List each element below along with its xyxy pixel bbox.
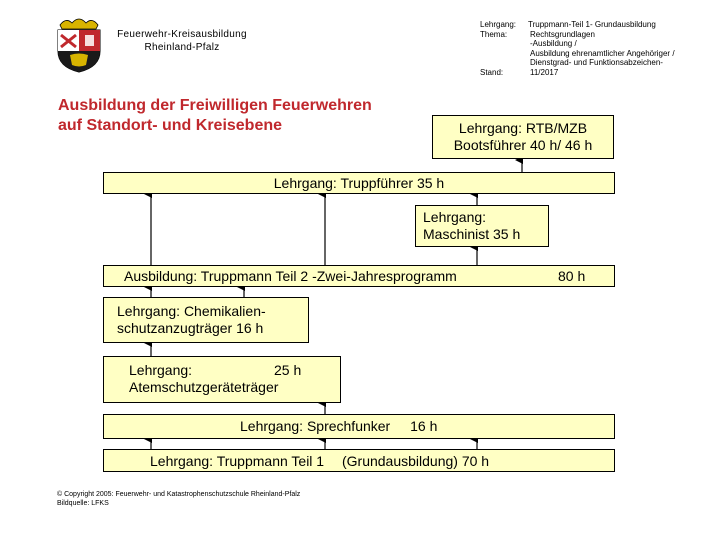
course-maschinist-line-1: Lehrgang: (423, 209, 487, 225)
course-truppfuehrer-label: Lehrgang: Truppführer 35 h (273, 175, 445, 191)
course-truppmann-teil-1-label: Lehrgang: Truppmann Teil 1 (150, 453, 325, 469)
meta-thema-line-4: Dienstgrad- und Funktionsabzeichen- (530, 58, 663, 67)
course-chemikalienschutz-line-1: Lehrgang: Chemikalien- (117, 303, 266, 319)
course-atemschutz-line-1: Lehrgang: (129, 362, 193, 378)
course-chemikalienschutz (103, 297, 309, 343)
org-line-2: Rheinland-Pfalz (144, 42, 220, 53)
course-sprechfunker-label: Lehrgang: Sprechfunker (240, 418, 391, 434)
course-rtb-mzb-line-1: Lehrgang: RTB/MZB (458, 120, 588, 136)
meta-lehrgang-label: Lehrgang: (480, 20, 517, 29)
course-truppmann-teil-1 (103, 449, 615, 472)
course-maschinist (415, 205, 549, 247)
meta-thema-line-3: Ausbildung ehrenamtlicher Angehöriger / (530, 48, 675, 58)
meta-thema-line-1: Rechtsgrundlagen (530, 29, 595, 39)
course-atemschutz-line-2: Atemschutzgeräteträger (129, 379, 279, 395)
course-atemschutz (103, 356, 341, 403)
meta-stand-value: 11/2017 (530, 67, 559, 77)
meta-lehrgang-value: Truppmann-Teil 1- Grundausbildung (528, 20, 656, 29)
footer (57, 490, 300, 508)
footer-copyright: © Copyright 2005: Feuerwehr- und Katastrophenschutzschule Rheinland-Pfalz (57, 491, 301, 498)
course-truppmann-teil-1-detail: (Grundausbildung) 70 h (341, 453, 490, 469)
course-maschinist-line-2: Maschinist 35 h (423, 226, 521, 242)
course-truppmann-teil-2-hours: 80 h (558, 268, 586, 284)
footer-source: Bildquelle: LFKS (57, 500, 109, 507)
course-atemschutz-hours: 25 h (274, 362, 302, 378)
title-line-2: auf Standort- und Kreisebene (58, 117, 283, 134)
title-line-1: Ausbildung der Freiwilligen Feuerwehren (58, 97, 372, 114)
course-sprechfunker-hours: 16 h (410, 418, 438, 434)
course-chemikalienschutz-line-2: schutzanzugträger 16 h (117, 320, 264, 336)
meta-thema-line-2: -Ausbildung / (530, 39, 577, 48)
course-rtb-mzb-line-2: Bootsführer 40 h/ 46 h (453, 137, 593, 153)
course-sprechfunker (103, 414, 615, 439)
org-line-1: Feuerwehr-Kreisausbildung (117, 29, 247, 40)
course-truppfuehrer (103, 172, 615, 194)
course-rtb-mzb (432, 115, 614, 159)
course-truppmann-teil-2 (103, 265, 615, 287)
course-truppmann-teil-2-label: Ausbildung: Truppmann Teil 2 -Zwei-Jahresprogramm (124, 268, 457, 284)
meta-stand-label: Stand: (480, 67, 504, 77)
meta-thema-label: Thema: (480, 29, 508, 39)
